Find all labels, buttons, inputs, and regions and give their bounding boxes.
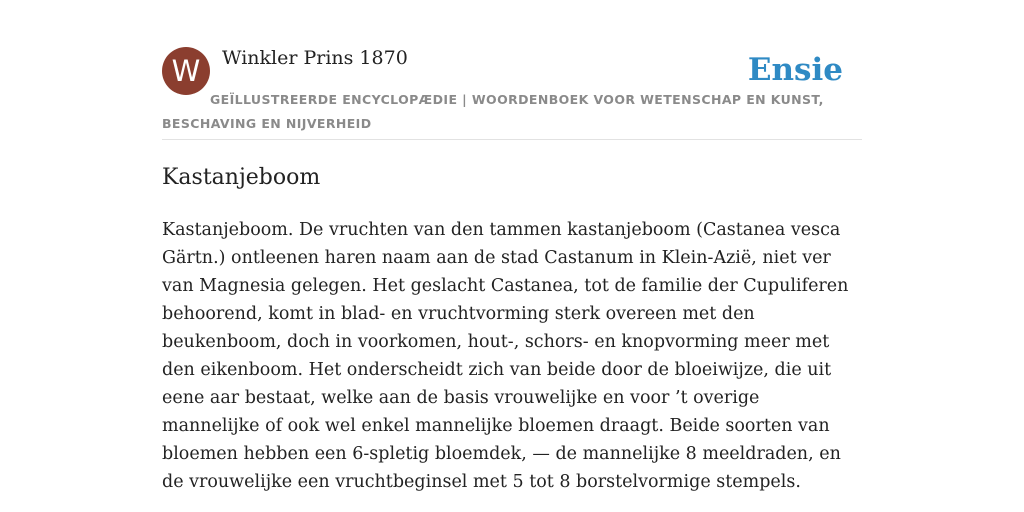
page-title: Kastanjeboom bbox=[162, 165, 321, 190]
avatar: W bbox=[162, 47, 210, 95]
brand-logo[interactable]: Ensie bbox=[747, 52, 843, 88]
source-subtitle: GEÏLLUSTREERDE ENCYCLOPÆDIE | WOORDENBOEK VOOR WETENSCHAP EN KUNST, BESCHAVING EN NIJVERHEID bbox=[162, 92, 824, 131]
source-title[interactable]: Winkler Prins 1870 bbox=[222, 47, 408, 69]
header-divider bbox=[162, 139, 862, 140]
article-body: Kastanjeboom. De vruchten van den tammen kastanjeboom (Castanea vesca Gärtn.) ontleenen haren naam aan de stad Castanum in Klein-Azië, niet ver van Magnesia gelegen. Het geslacht Castanea, tot de familie der Cupuliferen behoorend, komt in blad- en vruchtvorming sterk overeen met den beukenboom, doch in voorkomen, hout-, schors- en knopvorming meer met den eikenboom. Het onderscheidt zich van beide door de bloeiwijze, die uit eene aar bestaat, welke aan de basis vrouwelijke en voor ’t overige mannelijke of ook wel enkel mannelijke bloemen draagt. Beide soorten van bloemen hebben een 6-spletig bloemdek, — de mannelijke 8 meeldraden, en de vrouwelijke een vruchtbeginsel met 5 tot 8 borstelvormige stempels. bbox=[162, 220, 849, 492]
